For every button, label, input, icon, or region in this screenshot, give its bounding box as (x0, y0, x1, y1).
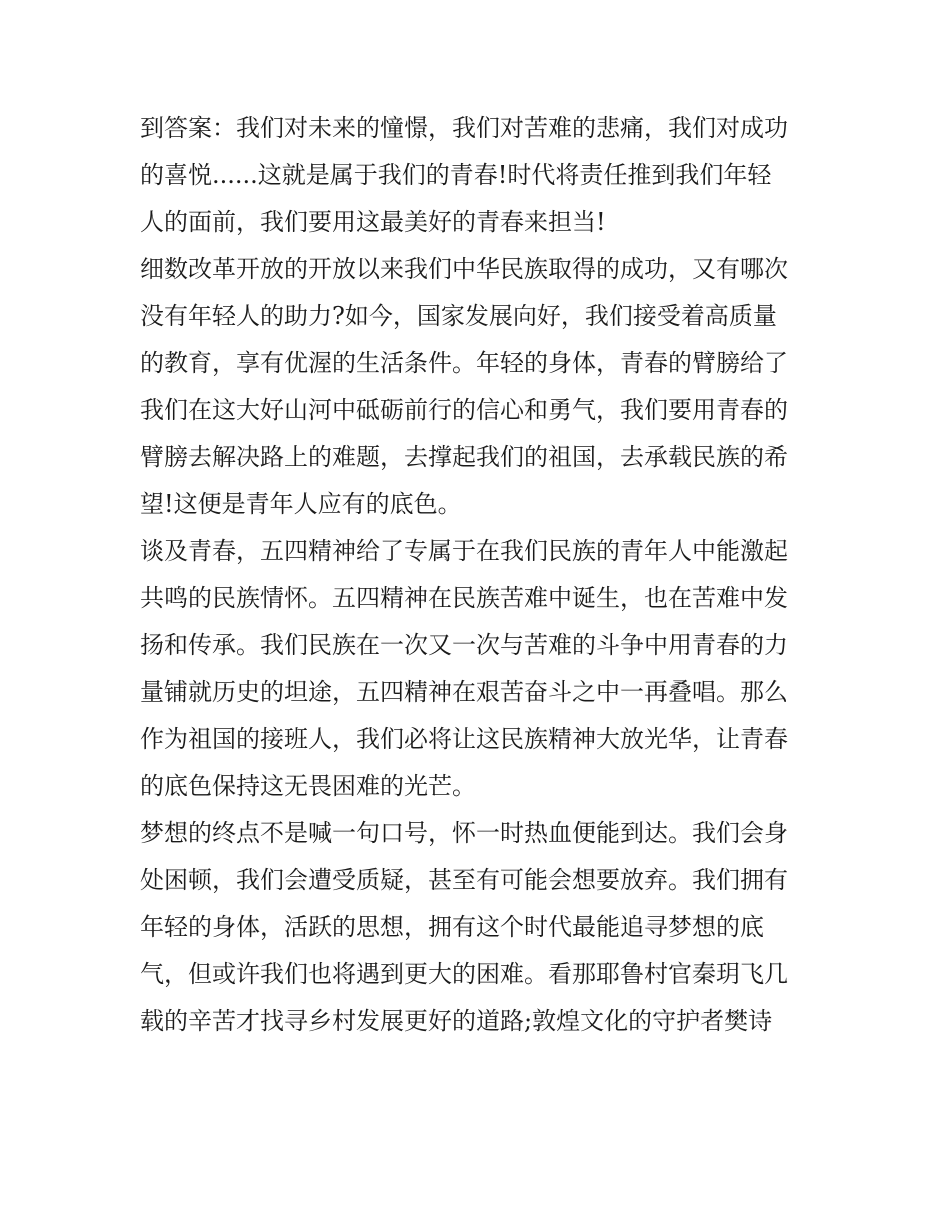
text-line: 共鸣的民族情怀。五四精神在民族苦难中诞生，也在苦难中发 (140, 584, 788, 612)
text-line: 作为祖国的接班人，我们必将让这民族精神大放光华，让青春 (140, 725, 788, 753)
text-line: 到答案：我们对未来的憧憬，我们对苦难的悲痛，我们对成功 (140, 114, 788, 142)
text-line: 谈及青春，五四精神给了专属于在我们民族的青年人中能激起 (140, 537, 788, 565)
text-line: 载的辛苦才找寻乡村发展更好的道路;敦煌文化的守护者樊诗 (140, 1007, 773, 1035)
text-line: 气，但或许我们也将遇到更大的困难。看那耶鲁村官秦玥飞几 (140, 960, 788, 988)
text-line: 臂膀去解决路上的难题，去撑起我们的祖国，去承载民族的希 (140, 443, 788, 471)
text-line: 的底色保持这无畏困难的光芒。 (140, 772, 476, 800)
text-line: 的教育，享有优渥的生活条件。年轻的身体，青春的臂膀给了 (140, 349, 788, 377)
text-line: 人的面前，我们要用这最美好的青春来担当! (140, 208, 606, 236)
text-line: 梦想的终点不是喊一句口号，怀一时热血便能到达。我们会身 (140, 819, 788, 847)
text-line: 处困顿，我们会遭受质疑，甚至有可能会想要放弃。我们拥有 (140, 866, 788, 894)
body-text (140, 105, 830, 1045)
text-line: 扬和传承。我们民族在一次又一次与苦难的斗争中用青春的力 (140, 631, 788, 659)
text-line: 望!这便是青年人应有的底色。 (140, 490, 462, 518)
text-line: 年轻的身体，活跃的思想，拥有这个时代最能追寻梦想的底 (140, 913, 764, 941)
text-line: 我们在这大好山河中砥砺前行的信心和勇气，我们要用青春的 (140, 396, 788, 424)
text-line: 量铺就历史的坦途，五四精神在艰苦奋斗之中一再叠唱。那么 (140, 678, 788, 706)
text-line: 没有年轻人的助力?如今，国家发展向好，我们接受着高质量 (140, 302, 777, 330)
text-line: 的喜悦......这就是属于我们的青春!时代将责任推到我们年轻 (140, 161, 772, 189)
text-line: 细数改革开放的开放以来我们中华民族取得的成功，又有哪次 (140, 255, 788, 283)
